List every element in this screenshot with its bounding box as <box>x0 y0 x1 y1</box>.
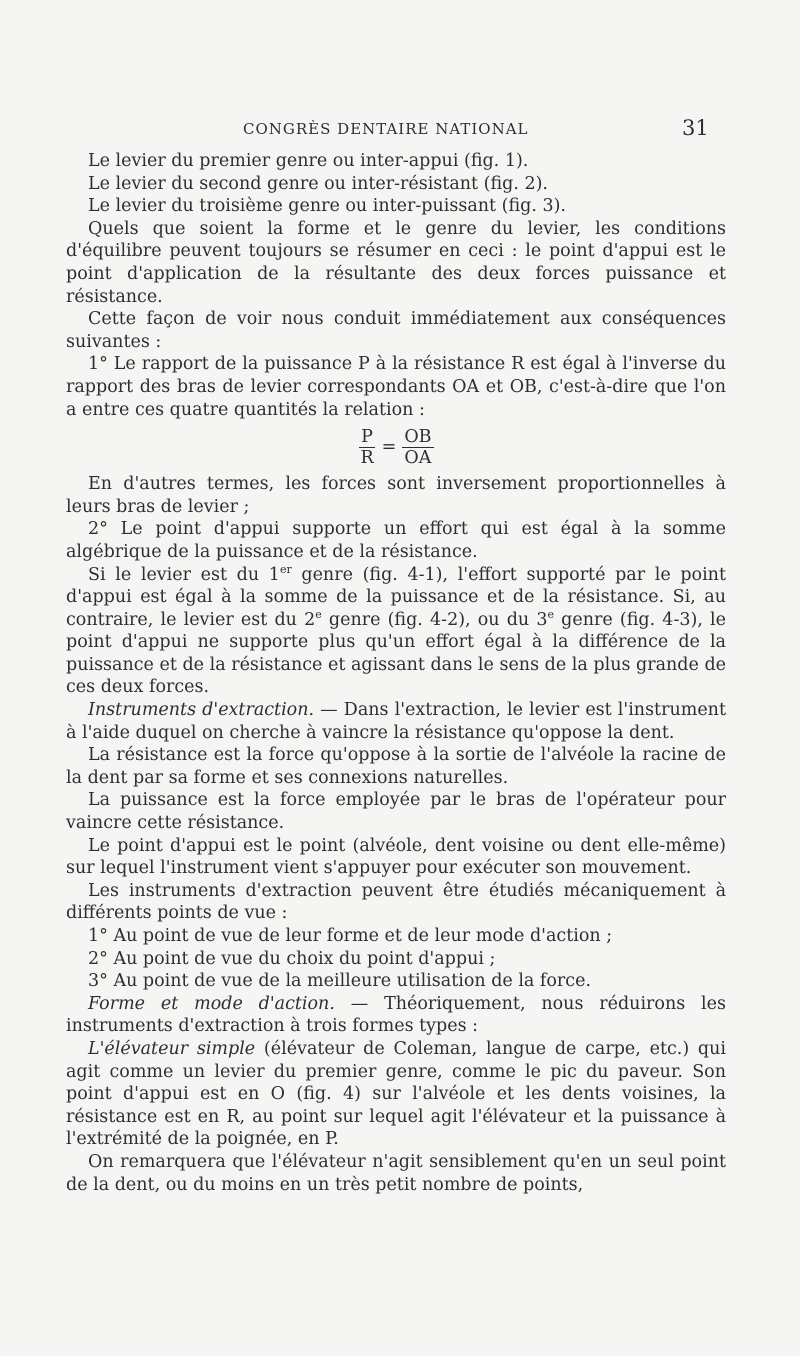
formula-numerator-left: P <box>361 426 373 447</box>
running-head: CONGRÈS DENTAIRE NATIONAL <box>243 120 529 138</box>
superscript: e <box>547 607 555 621</box>
text-run: (élévateur de Coleman, langue de carpe, etc.) qui agit comme un levier du premier genre, comme le pic du paveur. Son point d'appui est en O (fig. 4) sur l'alvéole et les dents voisines, la résistance est en R, au point sur lequel agit l'élévateur et la puissance à l'extrémité de la poignée, en P. <box>66 1038 726 1150</box>
text-run: — Théoriquement, nous réduirons les instruments d'extraction à trois formes types : <box>66 993 726 1037</box>
paragraph: Cette façon de voir nous conduit immédiatement aux conséquences suivantes : <box>66 309 726 352</box>
paragraph: 1° Le rapport de la puissance P à la résistance R est égal à l'inverse du rapport des bras de levier correspondants OA et OB, c'est-à-dire que l'on a entre ces quatre quantités la relation : <box>66 354 726 420</box>
section-title: Instruments d'extraction. <box>88 700 315 721</box>
paragraph <box>66 564 726 700</box>
body-text <box>66 150 726 1196</box>
paragraph: En d'autres termes, les forces sont inversement proportionnelles à leurs bras de levier ; <box>66 474 726 517</box>
formula-numerator-right: OB <box>404 426 432 447</box>
paragraph <box>66 993 726 1038</box>
text-run: Si le levier est du 1 <box>88 564 280 585</box>
formula-equals: = <box>381 436 397 457</box>
instrument-name: L'élévateur simple <box>88 1038 256 1059</box>
text-run: genre (fig. 4-1), l'effort supporté par le point d'appui est égal à la somme de la puissance et de la résistance. Si, au contraire, le levier est du 2 <box>66 564 726 630</box>
text-run: genre (fig. 4-3), le point d'appui ne supporte plus qu'un effort égal à la différence de la puissance et de la résistance et agissant dans le sens de la plus grande de ces deux forces. <box>66 609 726 698</box>
paragraph: 1° Au point de vue de leur forme et de leur mode d'action ; <box>88 926 613 946</box>
page-number: 31 <box>682 116 709 140</box>
fraction-ob-over-oa <box>402 427 433 468</box>
paragraph <box>66 699 726 744</box>
paragraph: 2° Le point d'appui supporte un effort qui est égal à la somme algébrique de la puissance et de la résistance. <box>66 519 726 562</box>
paragraph: Le point d'appui est le point (alvéole, dent voisine ou dent elle-même) sur lequel l'instrument vient s'appuyer pour exécuter son mouvement. <box>66 835 726 879</box>
text-run: genre (fig. 4-2), ou du 3 <box>321 609 548 630</box>
paragraph: Le levier du premier genre ou inter-appui (fig. 1). <box>88 151 529 171</box>
ratio-formula <box>66 421 726 473</box>
formula-denominator-right: OA <box>404 447 432 468</box>
paragraph: La puissance est la force employée par le bras de l'opérateur pour vaincre cette résistance. <box>66 790 726 834</box>
formula-denominator-left: R <box>360 447 374 468</box>
paragraph: 2° Au point de vue du choix du point d'appui ; <box>88 948 496 969</box>
paragraph <box>66 1038 726 1151</box>
fraction-p-over-r <box>358 427 375 468</box>
superscript: e <box>315 607 322 621</box>
paragraph: Le levier du troisième genre ou inter-puissant (fig. 3). <box>88 196 566 217</box>
section-title: Forme et mode d'action. <box>88 993 335 1014</box>
paragraph: On remarquera que l'élévateur n'agit sensiblement qu'en un seul point de la dent, ou du moins en un très petit nombre de points, <box>66 1151 726 1195</box>
paragraph: Quels que soient la forme et le genre du levier, les conditions d'équilibre peuvent toujours se résumer en ceci : le point d'appui est le point d'application de la résultante des deux forces puissance et résistance. <box>66 218 726 307</box>
superscript: er <box>279 562 292 576</box>
paragraph: Le levier du second genre ou inter-résistant (fig. 2). <box>88 173 548 194</box>
paragraph: La résistance est la force qu'oppose à la sortie de l'alvéole la racine de la dent par sa forme et ses connexions naturelles. <box>66 745 726 788</box>
paragraph: 3° Au point de vue de la meilleure utilisation de la force. <box>88 971 592 992</box>
page-header <box>0 118 800 140</box>
text-run: — Dans l'extraction, le levier est l'instrument à l'aide duquel on cherche à vaincre la résistance qu'oppose la dent. <box>66 700 726 743</box>
paragraph: Les instruments d'extraction peuvent être étudiés mécaniquement à différents points de vue : <box>66 880 726 924</box>
